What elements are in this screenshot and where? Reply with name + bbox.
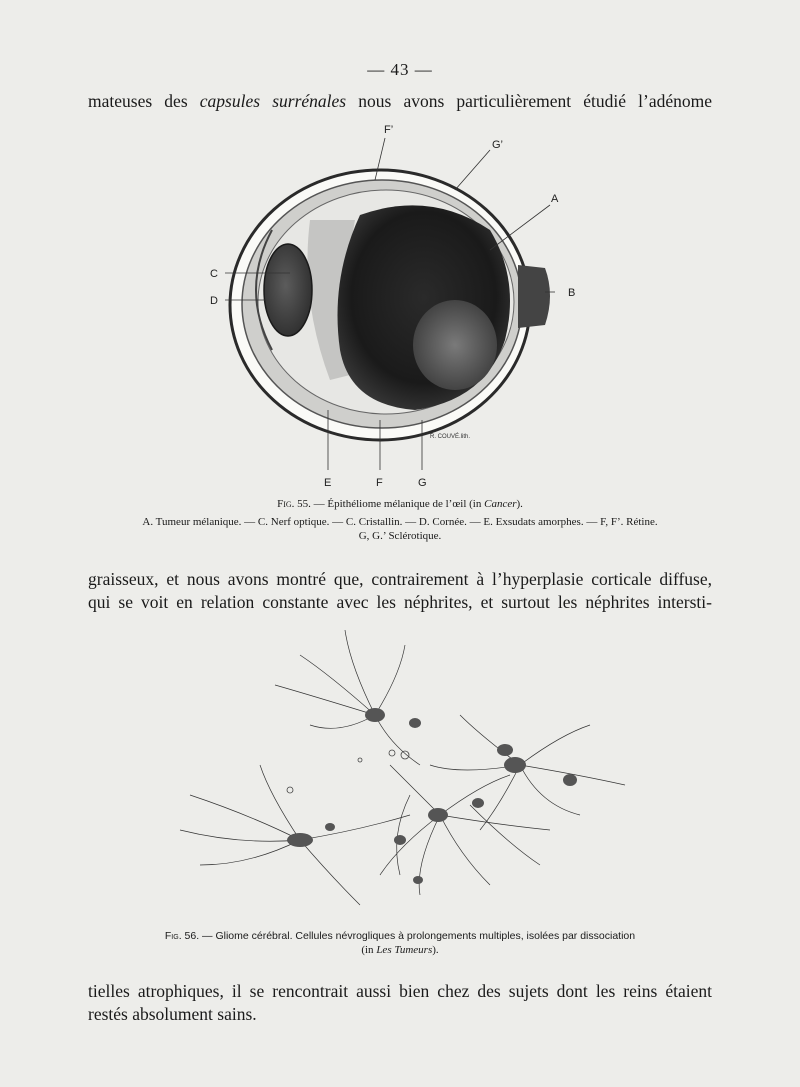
crystalline-lens [264,244,312,336]
label-g-prime: G’ [492,139,503,151]
paragraph-bottom-line1: tielles atrophiques, il se rencontrait aussi bien chez des sujets dont les reins étaient [88,981,712,1001]
optic-nerve [518,265,550,328]
label-d: D [210,295,218,307]
label-f-prime: F’ [384,124,394,136]
paragraph-top-end: nous avons particulièrement étudié l’adénome [346,91,713,111]
label-c: C [210,268,218,280]
figure-56-title: — Gliome cérébral. Cellules névrogliques à prolongements multiples, isolées par dissociation [199,930,636,942]
paragraph-middle-line2: qui se voit en relation constante avec les néphrites, et surtout les néphrites intersti- [88,592,712,612]
figure-56-source-pre: (in [361,944,377,956]
label-b: B [568,287,576,299]
figure-55-title-end: ). [516,498,523,510]
label-e: E [324,477,332,489]
figure-55-source: Cancer [484,498,517,510]
figure-56-glial-cells [160,615,640,915]
label-f: F [376,477,383,489]
paragraph-top-italic: capsules surrénales [199,91,347,111]
figure-56-number: Fig. 56. [164,930,200,942]
figure-55-number: Fig. 55. [277,498,311,510]
page-number: — 43 — [367,60,433,79]
figure-55-title: — Épithéliome mélanique de l’œil (in [310,498,485,510]
label-g: G [418,477,427,489]
figure-56-caption-line2 [60,943,740,957]
figure-55-legend-line1: A. Tumeur mélanique. — C. Nerf optique. — C. Cristallin. — D. Cornée. — E. Exsudats amorphes. — F, F’. Rétine. [142,516,658,528]
figure-55-caption [60,497,740,511]
paragraph-top [88,90,712,113]
label-a: A [551,193,559,205]
figure-56-source-post: ). [432,944,439,956]
figure-56-source: Les Tumeurs [376,944,433,956]
figure-55-legend-line2: G, G.’ Sclérotique. [358,530,442,542]
figure-55-eye-illustration [200,120,600,490]
figure-56-caption [60,929,740,943]
paragraph-bottom-line2: restés absolument sains. [88,1004,257,1024]
paragraph-top-start: mateuses des [88,91,200,111]
tumor-nodule [413,300,497,390]
artist-signature: R. COUVÉ.lith. [430,434,471,440]
paragraph-middle-line1: graisseux, et nous avons montré que, contrairement à l’hyperplasie corticale diffuse, [88,569,712,589]
